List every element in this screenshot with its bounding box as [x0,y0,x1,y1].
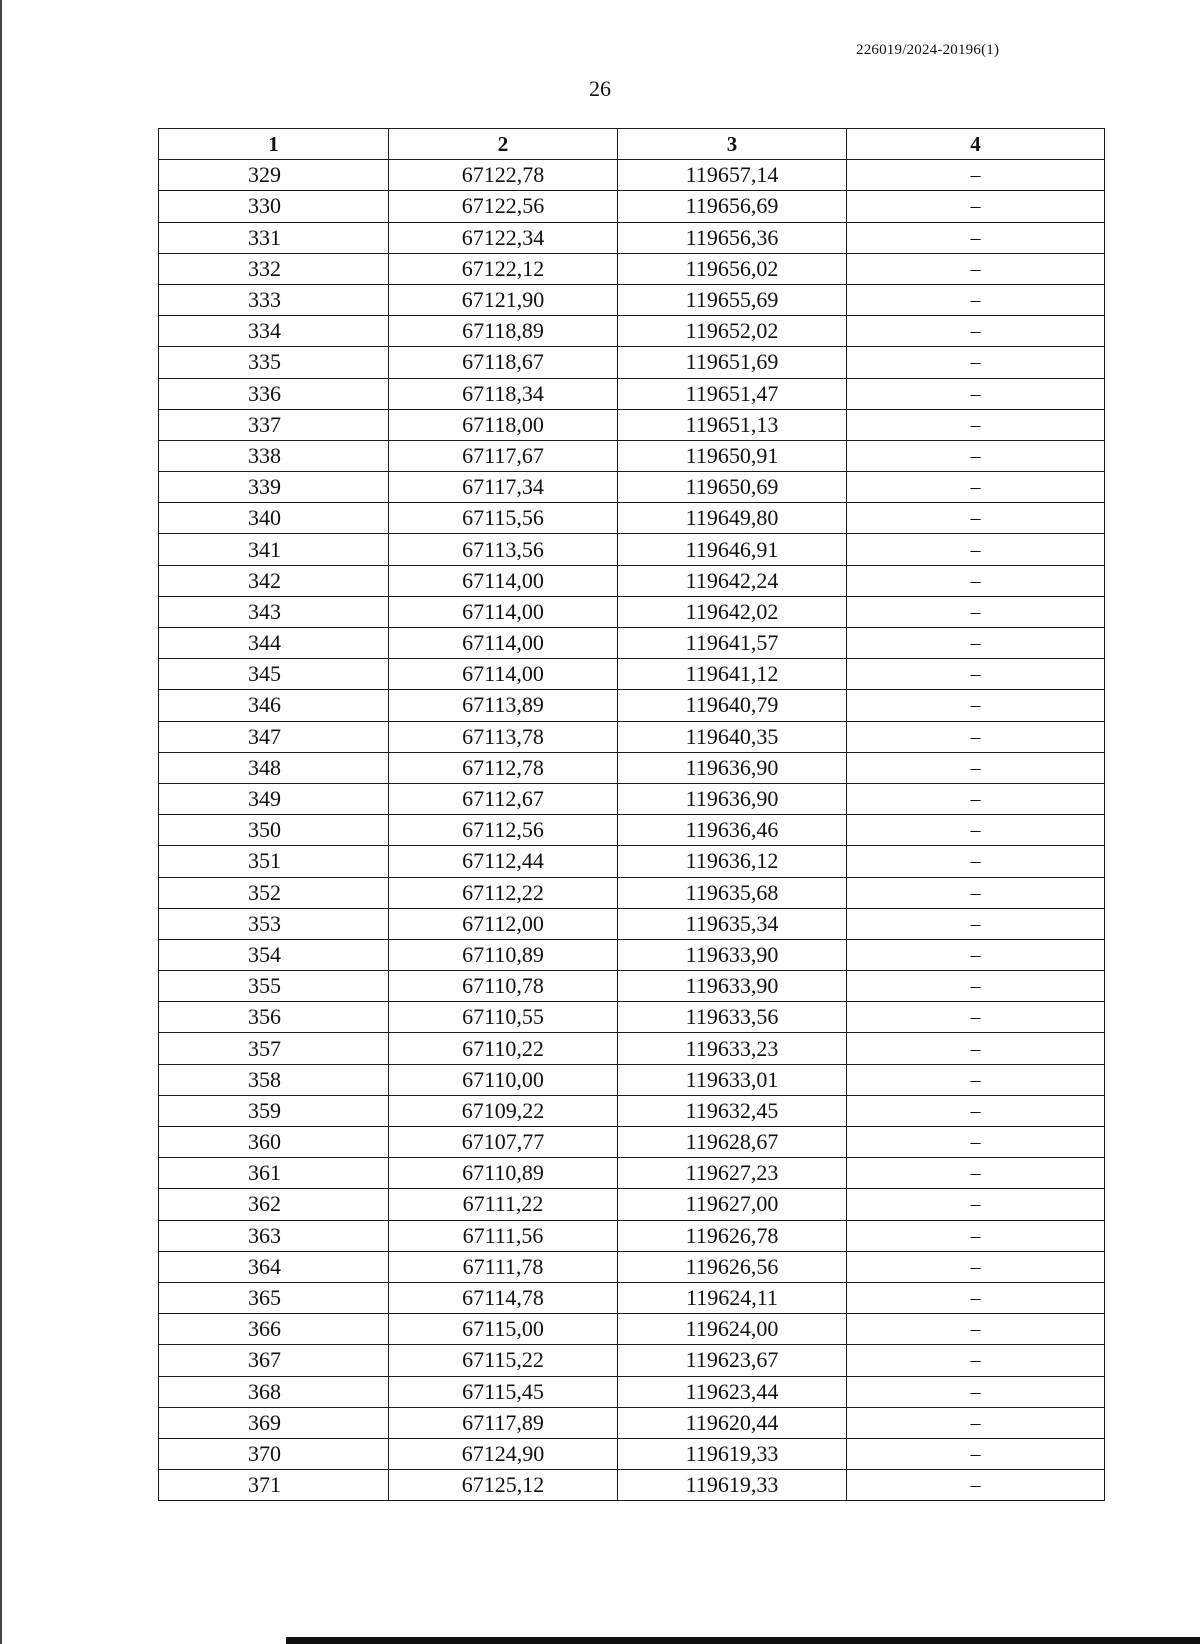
point-number-cell: 348 [159,752,389,783]
table-row [159,1220,1105,1251]
x-coordinate-cell: 67113,89 [389,690,618,721]
column-header: 2 [389,129,618,160]
point-number-cell: 366 [159,1314,389,1345]
point-number-cell: 364 [159,1251,389,1282]
note-cell: – [847,596,1105,627]
x-coordinate-cell: 67122,78 [389,160,618,191]
x-coordinate-cell: 67112,56 [389,815,618,846]
y-coordinate-cell: 119626,56 [618,1251,847,1282]
y-coordinate-cell: 119650,69 [618,472,847,503]
x-coordinate-cell: 67114,00 [389,628,618,659]
x-coordinate-cell: 67122,12 [389,253,618,284]
y-coordinate-cell: 119635,68 [618,877,847,908]
note-cell: – [847,565,1105,596]
x-coordinate-cell: 67109,22 [389,1095,618,1126]
note-cell: – [847,1282,1105,1313]
table-row [159,316,1105,347]
point-number-cell: 358 [159,1064,389,1095]
table-row [159,440,1105,471]
x-coordinate-cell: 67114,00 [389,596,618,627]
point-number-cell: 349 [159,783,389,814]
x-coordinate-cell: 67115,22 [389,1345,618,1376]
table-row [159,1314,1105,1345]
y-coordinate-cell: 119646,91 [618,534,847,565]
table-row [159,1189,1105,1220]
table-row [159,191,1105,222]
y-coordinate-cell: 119633,90 [618,971,847,1002]
table-row [159,690,1105,721]
y-coordinate-cell: 119656,36 [618,222,847,253]
note-cell: – [847,752,1105,783]
y-coordinate-cell: 119656,02 [618,253,847,284]
point-number-cell: 350 [159,815,389,846]
point-number-cell: 341 [159,534,389,565]
point-number-cell: 343 [159,596,389,627]
point-number-cell: 335 [159,347,389,378]
point-number-cell: 368 [159,1376,389,1407]
point-number-cell: 344 [159,628,389,659]
x-coordinate-cell: 67117,67 [389,440,618,471]
point-number-cell: 336 [159,378,389,409]
table-row [159,628,1105,659]
point-number-cell: 333 [159,284,389,315]
point-number-cell: 330 [159,191,389,222]
document-id: 226019/2024-20196(1) [856,42,1000,58]
x-coordinate-cell: 67112,67 [389,783,618,814]
column-header: 4 [847,129,1105,160]
y-coordinate-cell: 119651,69 [618,347,847,378]
y-coordinate-cell: 119624,11 [618,1282,847,1313]
note-cell: – [847,253,1105,284]
y-coordinate-cell: 119633,23 [618,1033,847,1064]
y-coordinate-cell: 119624,00 [618,1314,847,1345]
point-number-cell: 369 [159,1407,389,1438]
table-row [159,534,1105,565]
table-row [159,596,1105,627]
note-cell: – [847,1251,1105,1282]
table-row [159,253,1105,284]
table-row [159,877,1105,908]
table-row [159,721,1105,752]
y-coordinate-cell: 119655,69 [618,284,847,315]
point-number-cell: 354 [159,939,389,970]
table-row [159,908,1105,939]
note-cell: – [847,222,1105,253]
table-row [159,347,1105,378]
x-coordinate-cell: 67117,89 [389,1407,618,1438]
point-number-cell: 346 [159,690,389,721]
note-cell: – [847,721,1105,752]
note-cell: – [847,690,1105,721]
point-number-cell: 370 [159,1438,389,1469]
x-coordinate-cell: 67110,78 [389,971,618,1002]
point-number-cell: 339 [159,472,389,503]
x-coordinate-cell: 67125,12 [389,1470,618,1501]
x-coordinate-cell: 67113,56 [389,534,618,565]
point-number-cell: 340 [159,503,389,534]
y-coordinate-cell: 119656,69 [618,191,847,222]
x-coordinate-cell: 67118,89 [389,316,618,347]
x-coordinate-cell: 67110,55 [389,1002,618,1033]
note-cell: – [847,783,1105,814]
point-number-cell: 371 [159,1470,389,1501]
note-cell: – [847,1220,1105,1251]
x-coordinate-cell: 67112,00 [389,908,618,939]
y-coordinate-cell: 119633,01 [618,1064,847,1095]
y-coordinate-cell: 119649,80 [618,503,847,534]
y-coordinate-cell: 119650,91 [618,440,847,471]
point-number-cell: 342 [159,565,389,596]
table-row [159,1376,1105,1407]
column-header: 1 [159,129,389,160]
x-coordinate-cell: 67112,22 [389,877,618,908]
y-coordinate-cell: 119620,44 [618,1407,847,1438]
y-coordinate-cell: 119636,90 [618,752,847,783]
point-number-cell: 360 [159,1127,389,1158]
point-number-cell: 351 [159,846,389,877]
x-coordinate-cell: 67118,00 [389,409,618,440]
note-cell: – [847,1189,1105,1220]
y-coordinate-cell: 119633,90 [618,939,847,970]
y-coordinate-cell: 119642,24 [618,565,847,596]
y-coordinate-cell: 119627,00 [618,1189,847,1220]
point-number-cell: 337 [159,409,389,440]
note-cell: – [847,284,1105,315]
table-row [159,1282,1105,1313]
note-cell: – [847,877,1105,908]
note-cell: – [847,1438,1105,1469]
note-cell: – [847,1376,1105,1407]
y-coordinate-cell: 119623,44 [618,1376,847,1407]
note-cell: – [847,815,1105,846]
y-coordinate-cell: 119627,23 [618,1158,847,1189]
x-coordinate-cell: 67114,78 [389,1282,618,1313]
coordinates-table [158,128,1105,1501]
table-row [159,160,1105,191]
table-row [159,1002,1105,1033]
x-coordinate-cell: 67115,45 [389,1376,618,1407]
note-cell: – [847,908,1105,939]
bottom-rule [286,1637,1200,1644]
x-coordinate-cell: 67110,22 [389,1033,618,1064]
y-coordinate-cell: 119623,67 [618,1345,847,1376]
table-row [159,1407,1105,1438]
y-coordinate-cell: 119640,79 [618,690,847,721]
note-cell: – [847,191,1105,222]
table-row [159,409,1105,440]
table-row [159,1033,1105,1064]
point-number-cell: 359 [159,1095,389,1126]
x-coordinate-cell: 67110,00 [389,1064,618,1095]
y-coordinate-cell: 119619,33 [618,1438,847,1469]
point-number-cell: 365 [159,1282,389,1313]
note-cell: – [847,1158,1105,1189]
x-coordinate-cell: 67111,56 [389,1220,618,1251]
y-coordinate-cell: 119651,47 [618,378,847,409]
table-row [159,659,1105,690]
y-coordinate-cell: 119635,34 [618,908,847,939]
x-coordinate-cell: 67110,89 [389,939,618,970]
table-row [159,1251,1105,1282]
x-coordinate-cell: 67122,56 [389,191,618,222]
point-number-cell: 361 [159,1158,389,1189]
point-number-cell: 355 [159,971,389,1002]
note-cell: – [847,1345,1105,1376]
x-coordinate-cell: 67111,78 [389,1251,618,1282]
table-body [159,160,1105,1501]
note-cell: – [847,534,1105,565]
y-coordinate-cell: 119633,56 [618,1002,847,1033]
y-coordinate-cell: 119651,13 [618,409,847,440]
point-number-cell: 338 [159,440,389,471]
x-coordinate-cell: 67114,00 [389,659,618,690]
point-number-cell: 347 [159,721,389,752]
table-row [159,472,1105,503]
x-coordinate-cell: 67115,56 [389,503,618,534]
note-cell: – [847,347,1105,378]
note-cell: – [847,939,1105,970]
y-coordinate-cell: 119641,57 [618,628,847,659]
note-cell: – [847,1033,1105,1064]
note-cell: – [847,846,1105,877]
x-coordinate-cell: 67110,89 [389,1158,618,1189]
table-row [159,783,1105,814]
y-coordinate-cell: 119628,67 [618,1127,847,1158]
note-cell: – [847,472,1105,503]
note-cell: – [847,160,1105,191]
note-cell: – [847,1470,1105,1501]
column-header: 3 [618,129,847,160]
note-cell: – [847,1127,1105,1158]
y-coordinate-cell: 119641,12 [618,659,847,690]
x-coordinate-cell: 67111,22 [389,1189,618,1220]
table-header-row [159,129,1105,160]
point-number-cell: 345 [159,659,389,690]
table-row [159,284,1105,315]
note-cell: – [847,409,1105,440]
x-coordinate-cell: 67124,90 [389,1438,618,1469]
point-number-cell: 332 [159,253,389,284]
table-row [159,1438,1105,1469]
note-cell: – [847,659,1105,690]
table-row [159,1095,1105,1126]
table-row [159,1470,1105,1501]
y-coordinate-cell: 119632,45 [618,1095,847,1126]
y-coordinate-cell: 119642,02 [618,596,847,627]
table-row [159,222,1105,253]
x-coordinate-cell: 67107,77 [389,1127,618,1158]
note-cell: – [847,1095,1105,1126]
table-row [159,1127,1105,1158]
note-cell: – [847,1064,1105,1095]
table-row [159,1345,1105,1376]
point-number-cell: 367 [159,1345,389,1376]
point-number-cell: 352 [159,877,389,908]
x-coordinate-cell: 67121,90 [389,284,618,315]
x-coordinate-cell: 67118,67 [389,347,618,378]
note-cell: – [847,503,1105,534]
point-number-cell: 363 [159,1220,389,1251]
x-coordinate-cell: 67118,34 [389,378,618,409]
note-cell: – [847,1314,1105,1345]
note-cell: – [847,628,1105,659]
y-coordinate-cell: 119657,14 [618,160,847,191]
x-coordinate-cell: 67112,78 [389,752,618,783]
note-cell: – [847,316,1105,347]
x-coordinate-cell: 67115,00 [389,1314,618,1345]
x-coordinate-cell: 67117,34 [389,472,618,503]
table-row [159,565,1105,596]
page-edge-line [0,0,2,1644]
y-coordinate-cell: 119619,33 [618,1470,847,1501]
y-coordinate-cell: 119626,78 [618,1220,847,1251]
point-number-cell: 353 [159,908,389,939]
table-row [159,1064,1105,1095]
y-coordinate-cell: 119636,90 [618,783,847,814]
point-number-cell: 357 [159,1033,389,1064]
x-coordinate-cell: 67114,00 [389,565,618,596]
point-number-cell: 329 [159,160,389,191]
table-row [159,939,1105,970]
note-cell: – [847,971,1105,1002]
table-row [159,971,1105,1002]
table-row [159,752,1105,783]
x-coordinate-cell: 67113,78 [389,721,618,752]
y-coordinate-cell: 119640,35 [618,721,847,752]
point-number-cell: 331 [159,222,389,253]
table-row [159,378,1105,409]
y-coordinate-cell: 119652,02 [618,316,847,347]
note-cell: – [847,1002,1105,1033]
table-row [159,846,1105,877]
table-row [159,503,1105,534]
page-number: 26 [589,76,611,101]
y-coordinate-cell: 119636,12 [618,846,847,877]
point-number-cell: 334 [159,316,389,347]
x-coordinate-cell: 67122,34 [389,222,618,253]
x-coordinate-cell: 67112,44 [389,846,618,877]
note-cell: – [847,1407,1105,1438]
table-row [159,1158,1105,1189]
note-cell: – [847,378,1105,409]
point-number-cell: 356 [159,1002,389,1033]
note-cell: – [847,440,1105,471]
point-number-cell: 362 [159,1189,389,1220]
y-coordinate-cell: 119636,46 [618,815,847,846]
table-row [159,815,1105,846]
